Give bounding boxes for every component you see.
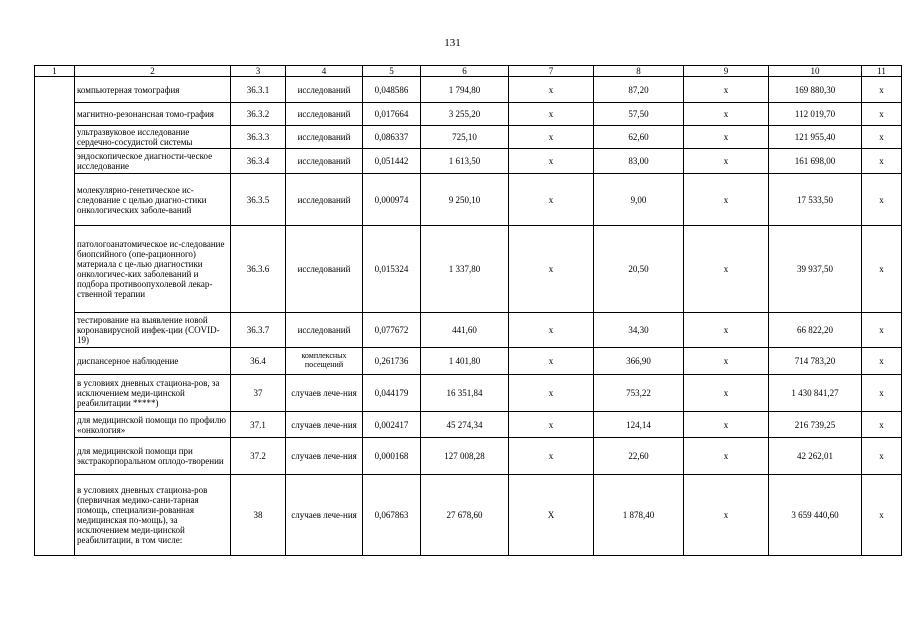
- row-col11: х: [862, 77, 902, 103]
- row-code: 37: [231, 375, 286, 412]
- row-col7: х: [509, 375, 594, 412]
- column-number: 8: [594, 66, 684, 77]
- row-col7: х: [509, 412, 594, 438]
- row-col10: 112 019,70: [769, 103, 862, 126]
- table-row: [35, 438, 902, 475]
- row-cost: 27 678,60: [421, 475, 509, 556]
- row-col11: х: [862, 438, 902, 475]
- column-number: 4: [286, 66, 363, 77]
- column-number: 10: [769, 66, 862, 77]
- row-unit: исследований: [286, 313, 363, 348]
- row-norm: 0,086337: [363, 126, 421, 149]
- table-row: [35, 348, 902, 375]
- row-col9: х: [684, 174, 769, 226]
- page-number: 131: [444, 37, 461, 49]
- column-number: 1: [35, 66, 75, 77]
- row-unit: случаев лече-ния: [286, 375, 363, 412]
- row-col8: 20,50: [594, 226, 684, 313]
- row-col7: х: [509, 438, 594, 475]
- row-col7: х: [509, 103, 594, 126]
- row-norm: 0,048586: [363, 77, 421, 103]
- empty-cell: [35, 77, 75, 556]
- row-col8: 87,20: [594, 77, 684, 103]
- table-row: [35, 77, 902, 103]
- row-code: 36.3.6: [231, 226, 286, 313]
- column-number-row: [35, 66, 902, 77]
- row-cost: 1 337,80: [421, 226, 509, 313]
- row-col10: 161 698,00: [769, 149, 862, 174]
- row-unit: исследований: [286, 149, 363, 174]
- table-row: [35, 226, 902, 313]
- table-row: [35, 475, 902, 556]
- row-name: диспансерное наблюдение: [75, 348, 231, 375]
- row-unit: исследований: [286, 103, 363, 126]
- table-row: [35, 126, 902, 149]
- row-col11: х: [862, 174, 902, 226]
- row-code: 36.4: [231, 348, 286, 375]
- row-col9: х: [684, 348, 769, 375]
- row-norm: 0,000974: [363, 174, 421, 226]
- row-col8: 62,60: [594, 126, 684, 149]
- row-col11: х: [862, 375, 902, 412]
- row-name: для медицинской помощи по профилю «онкология»: [75, 412, 231, 438]
- table-row: [35, 375, 902, 412]
- row-code: 37.1: [231, 412, 286, 438]
- row-col10: 3 659 440,60: [769, 475, 862, 556]
- row-cost: 16 351,84: [421, 375, 509, 412]
- row-unit: исследований: [286, 77, 363, 103]
- row-name: тестирование на выявление новой коронавирусной инфек-ции (COVID-19): [75, 313, 231, 348]
- row-norm: 0,261736: [363, 348, 421, 375]
- row-cost: 1 613,50: [421, 149, 509, 174]
- row-col11: х: [862, 475, 902, 556]
- row-col11: х: [862, 412, 902, 438]
- table-row: [35, 313, 902, 348]
- column-number: 2: [75, 66, 231, 77]
- row-col9: х: [684, 77, 769, 103]
- table-row: [35, 103, 902, 126]
- row-col8: 9,00: [594, 174, 684, 226]
- row-cost: 3 255,20: [421, 103, 509, 126]
- row-name: компьютерная томография: [75, 77, 231, 103]
- row-col11: х: [862, 313, 902, 348]
- row-col10: 216 739,25: [769, 412, 862, 438]
- row-cost: 1 401,80: [421, 348, 509, 375]
- row-unit: комплексных посещений: [286, 348, 363, 375]
- row-col7: х: [509, 149, 594, 174]
- row-name: ультразвуковое исследование сердечно-сосудистой системы: [75, 126, 231, 149]
- row-cost: 1 794,80: [421, 77, 509, 103]
- row-cost: 45 274,34: [421, 412, 509, 438]
- row-unit: случаев лече-ния: [286, 475, 363, 556]
- row-code: 36.3.2: [231, 103, 286, 126]
- row-col11: х: [862, 126, 902, 149]
- table-row: [35, 174, 902, 226]
- row-col11: х: [862, 103, 902, 126]
- row-code: 36.3.7: [231, 313, 286, 348]
- row-col7: х: [509, 313, 594, 348]
- row-col7: Х: [509, 475, 594, 556]
- row-unit: случаев лече-ния: [286, 412, 363, 438]
- column-number: 7: [509, 66, 594, 77]
- row-name: молекулярно-генетическое ис-следование с целью диагно-стики онкологических заболе-ваний: [75, 174, 231, 226]
- row-col10: 121 955,40: [769, 126, 862, 149]
- row-col8: 57,50: [594, 103, 684, 126]
- row-col10: 39 937,50: [769, 226, 862, 313]
- table-row: [35, 412, 902, 438]
- row-col7: х: [509, 77, 594, 103]
- column-number: 9: [684, 66, 769, 77]
- row-col10: 1 430 841,27: [769, 375, 862, 412]
- data-table: [34, 65, 902, 556]
- row-norm: 0,002417: [363, 412, 421, 438]
- row-name: патологоанатомическое ис-следование биопсийного (опе-рационного) материала с це-лью диагностики онкологичес-ких заболеваний и подбора противоопухолевой лекар-ственной терапии: [75, 226, 231, 313]
- row-col9: х: [684, 438, 769, 475]
- row-col9: х: [684, 412, 769, 438]
- row-col8: 34,30: [594, 313, 684, 348]
- row-col10: 42 262,01: [769, 438, 862, 475]
- row-unit: исследований: [286, 226, 363, 313]
- row-col10: 17 533,50: [769, 174, 862, 226]
- row-col7: х: [509, 226, 594, 313]
- row-col9: х: [684, 126, 769, 149]
- row-col11: х: [862, 348, 902, 375]
- row-norm: 0,067863: [363, 475, 421, 556]
- row-col8: 366,90: [594, 348, 684, 375]
- row-col9: х: [684, 313, 769, 348]
- row-col11: х: [862, 226, 902, 313]
- row-cost: 441,60: [421, 313, 509, 348]
- row-col8: 124,14: [594, 412, 684, 438]
- row-code: 36.3.4: [231, 149, 286, 174]
- row-col10: 169 880,30: [769, 77, 862, 103]
- row-norm: 0,077672: [363, 313, 421, 348]
- column-number: 6: [421, 66, 509, 77]
- row-norm: 0,015324: [363, 226, 421, 313]
- row-norm: 0,000168: [363, 438, 421, 475]
- column-number: 5: [363, 66, 421, 77]
- row-code: 36.3.3: [231, 126, 286, 149]
- row-col10: 66 822,20: [769, 313, 862, 348]
- row-code: 38: [231, 475, 286, 556]
- row-name: магнитно-резонансная томо-графия: [75, 103, 231, 126]
- column-number: 11: [862, 66, 902, 77]
- row-col9: х: [684, 475, 769, 556]
- row-col8: 22,60: [594, 438, 684, 475]
- row-col9: х: [684, 375, 769, 412]
- row-code: 37.2: [231, 438, 286, 475]
- row-col9: х: [684, 149, 769, 174]
- row-name: в условиях дневных стациона-ров (первичная медико-сани-тарная помощь, специализи-рованная медицинская по-мощь), за исключением меди-цинской реабилитации, в том числе:: [75, 475, 231, 556]
- row-norm: 0,017664: [363, 103, 421, 126]
- table-row: [35, 149, 902, 174]
- row-col9: х: [684, 226, 769, 313]
- row-cost: 725,10: [421, 126, 509, 149]
- row-col7: х: [509, 348, 594, 375]
- row-col10: 714 783,20: [769, 348, 862, 375]
- row-code: 36.3.5: [231, 174, 286, 226]
- row-norm: 0,051442: [363, 149, 421, 174]
- row-col8: 1 878,40: [594, 475, 684, 556]
- row-code: 36.3.1: [231, 77, 286, 103]
- row-name: в условиях дневных стациона-ров, за исключением меди-цинской реабилитации *****): [75, 375, 231, 412]
- row-unit: исследований: [286, 126, 363, 149]
- row-unit: исследований: [286, 174, 363, 226]
- row-col11: х: [862, 149, 902, 174]
- row-name: эндоскопическое диагности-ческое исследование: [75, 149, 231, 174]
- row-unit: случаев лече-ния: [286, 438, 363, 475]
- row-cost: 127 008,28: [421, 438, 509, 475]
- row-col7: х: [509, 126, 594, 149]
- row-norm: 0,044179: [363, 375, 421, 412]
- row-col8: 753,22: [594, 375, 684, 412]
- row-cost: 9 250,10: [421, 174, 509, 226]
- column-number: 3: [231, 66, 286, 77]
- row-col7: х: [509, 174, 594, 226]
- row-col8: 83,00: [594, 149, 684, 174]
- row-name: для медицинской помощи при экстракорпоральном оплодо-творении: [75, 438, 231, 475]
- row-col9: х: [684, 103, 769, 126]
